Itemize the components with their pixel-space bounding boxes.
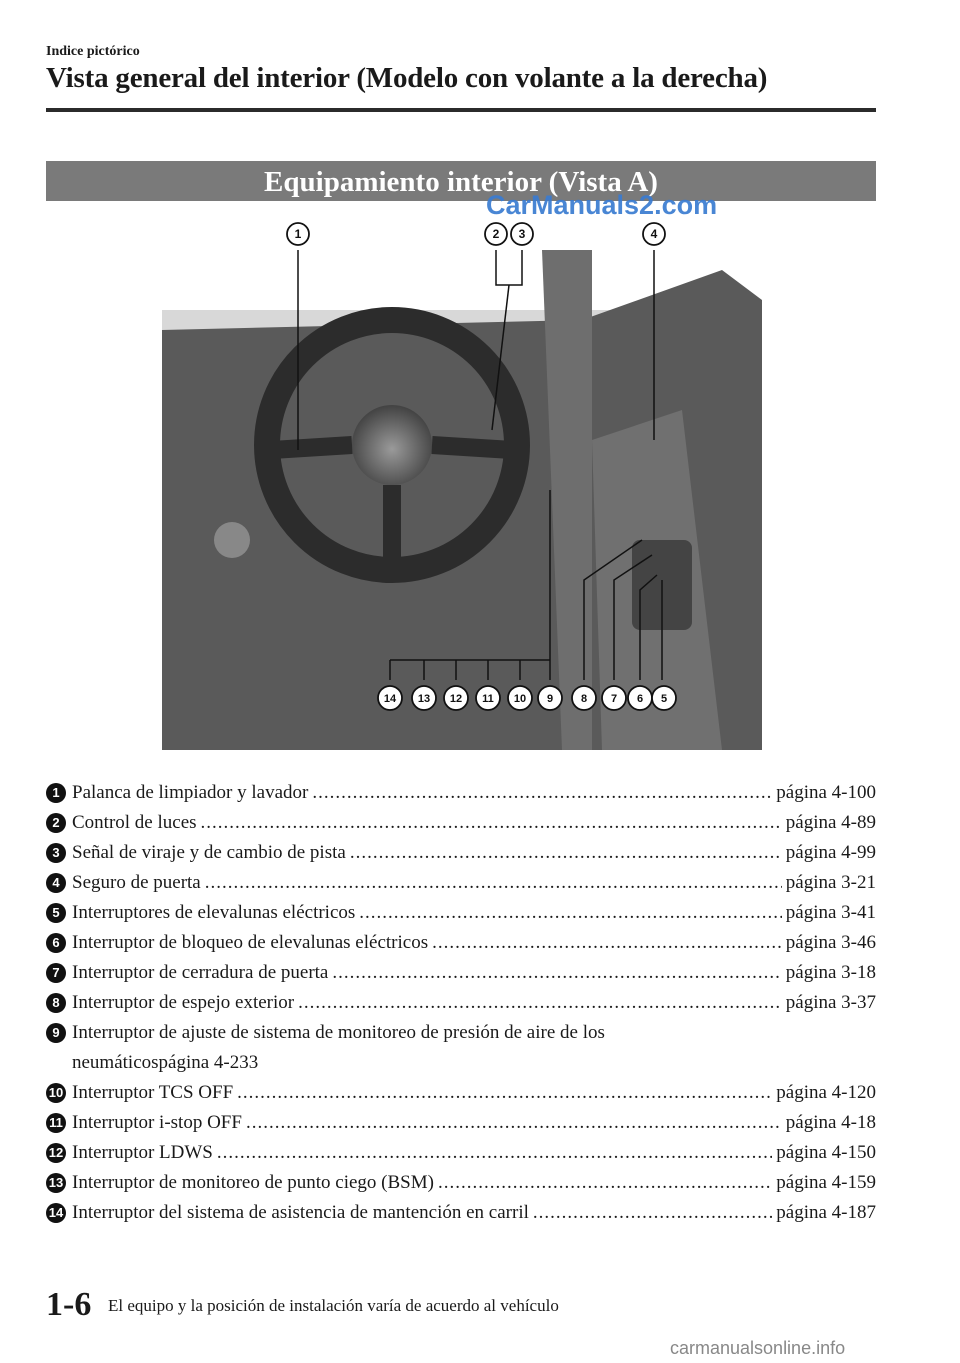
page-link[interactable]: página 3-46 bbox=[785, 932, 876, 953]
list-item bbox=[46, 988, 876, 1018]
item-label: Palanca de limpiador y lavador bbox=[72, 782, 309, 803]
callout-6 bbox=[628, 686, 652, 710]
item-label: Interruptor de bloqueo de elevalunas eléctricos bbox=[72, 932, 429, 953]
page-link[interactable]: página 3-41 bbox=[785, 902, 876, 923]
svg-text:2: 2 bbox=[492, 227, 500, 241]
callout-4 bbox=[643, 223, 665, 245]
item-label: Interruptor de cerradura de puerta bbox=[72, 962, 329, 983]
steering-hub bbox=[352, 405, 432, 485]
section-banner: Equipamiento interior (Vista A) bbox=[46, 161, 876, 201]
callout-2 bbox=[485, 223, 507, 245]
item-number: 8 bbox=[46, 993, 66, 1013]
item-number: 4 bbox=[46, 873, 66, 893]
svg-text:13: 13 bbox=[417, 693, 431, 705]
page-title: Vista general del interior (Modelo con volante a la derecha) bbox=[46, 62, 768, 94]
page-link[interactable]: página 4-18 bbox=[785, 1112, 876, 1133]
page-link[interactable]: página 4-100 bbox=[776, 782, 876, 803]
list-item bbox=[46, 778, 876, 808]
item-number: 11 bbox=[46, 1113, 66, 1133]
svg-text:4: 4 bbox=[650, 227, 658, 241]
list-item bbox=[46, 1078, 876, 1108]
item-label: Interruptor LDWS bbox=[72, 1142, 213, 1163]
page-link[interactable]: página 3-18 bbox=[785, 962, 876, 983]
page-link[interactable]: página 4-233 bbox=[158, 1052, 259, 1073]
item-label: Control de luces bbox=[72, 812, 197, 833]
svg-text:12: 12 bbox=[449, 693, 463, 705]
item-number: 7 bbox=[46, 963, 66, 983]
svg-text:1: 1 bbox=[294, 227, 302, 241]
page-link[interactable]: página 3-21 bbox=[785, 872, 876, 893]
item-number: 1 bbox=[46, 783, 66, 803]
callout-10 bbox=[508, 686, 532, 710]
list-item bbox=[46, 898, 876, 928]
bottom-callouts bbox=[378, 686, 676, 710]
svg-text:3: 3 bbox=[518, 227, 526, 241]
list-item bbox=[46, 808, 876, 838]
list-item bbox=[46, 1198, 876, 1228]
bottom-watermark: carmanualsonline.info bbox=[670, 1338, 846, 1358]
item-label: Interruptor i-stop OFF bbox=[72, 1112, 242, 1133]
page-number: 1-6 bbox=[46, 1286, 92, 1323]
item-number: 12 bbox=[46, 1143, 66, 1163]
page-link[interactable]: página 4-120 bbox=[776, 1082, 876, 1103]
list-item bbox=[46, 1108, 876, 1138]
page-link[interactable]: página 4-159 bbox=[776, 1172, 876, 1193]
svg-text:14: 14 bbox=[383, 693, 397, 705]
list-item bbox=[46, 868, 876, 898]
list-item bbox=[46, 928, 876, 958]
callout-5 bbox=[652, 686, 676, 710]
list-item bbox=[46, 958, 876, 988]
item-number: 13 bbox=[46, 1173, 66, 1193]
svg-text:11: 11 bbox=[482, 693, 494, 705]
page-link[interactable]: página 4-187 bbox=[776, 1202, 876, 1223]
callout-13 bbox=[412, 686, 436, 710]
item-list bbox=[46, 778, 876, 1228]
dash-knob bbox=[214, 522, 250, 558]
page-link[interactable]: página 4-89 bbox=[785, 812, 876, 833]
svg-text:9: 9 bbox=[546, 693, 554, 705]
svg-text:10: 10 bbox=[513, 693, 527, 705]
list-item bbox=[46, 1168, 876, 1198]
callout-1 bbox=[287, 223, 309, 245]
watermark: CarManuals2.com bbox=[486, 190, 718, 220]
page-link[interactable]: página 4-99 bbox=[785, 842, 876, 863]
svg-text:8: 8 bbox=[580, 693, 588, 705]
item-label: Interruptor TCS OFF bbox=[72, 1082, 234, 1103]
item-label-cont: neumáticos bbox=[72, 1052, 159, 1073]
page-link[interactable]: página 4-150 bbox=[776, 1142, 876, 1163]
svg-text:7: 7 bbox=[610, 693, 618, 705]
item-label: Interruptores de elevalunas eléctricos bbox=[72, 902, 356, 923]
item-number: 3 bbox=[46, 843, 66, 863]
callout-3 bbox=[511, 223, 533, 245]
interior-illustration bbox=[162, 210, 762, 750]
callout-11 bbox=[476, 686, 500, 710]
list-item bbox=[46, 1138, 876, 1168]
callout-12 bbox=[444, 686, 468, 710]
item-number: 10 bbox=[46, 1083, 66, 1103]
item-label: Interruptor de monitoreo de punto ciego (BSM) bbox=[72, 1172, 434, 1193]
svg-text:6: 6 bbox=[636, 693, 644, 705]
svg-text:5: 5 bbox=[660, 693, 668, 705]
page-link[interactable]: página 3-37 bbox=[785, 992, 876, 1013]
item-label: Interruptor del sistema de asistencia de mantención en carril bbox=[72, 1202, 529, 1223]
list-item bbox=[46, 1018, 876, 1078]
item-number: 5 bbox=[46, 903, 66, 923]
callout-14 bbox=[378, 686, 402, 710]
item-label: Señal de viraje y de cambio de pista bbox=[72, 842, 346, 863]
title-rule bbox=[46, 108, 876, 112]
item-number: 14 bbox=[46, 1203, 66, 1223]
item-number: 9 bbox=[46, 1023, 66, 1043]
item-number: 2 bbox=[46, 813, 66, 833]
list-item bbox=[46, 838, 876, 868]
item-label: Interruptor de espejo exterior bbox=[72, 992, 295, 1013]
callout-7 bbox=[602, 686, 626, 710]
footer-note: El equipo y la posición de instalación varía de acuerdo al vehículo bbox=[108, 1296, 559, 1315]
item-label: Interruptor de ajuste de sistema de monitoreo de presión de aire de los bbox=[72, 1022, 605, 1043]
item-number: 6 bbox=[46, 933, 66, 953]
section-label: Indice pictórico bbox=[46, 44, 140, 59]
item-label: Seguro de puerta bbox=[72, 872, 201, 893]
callout-9 bbox=[538, 686, 562, 710]
callout-8 bbox=[572, 686, 596, 710]
